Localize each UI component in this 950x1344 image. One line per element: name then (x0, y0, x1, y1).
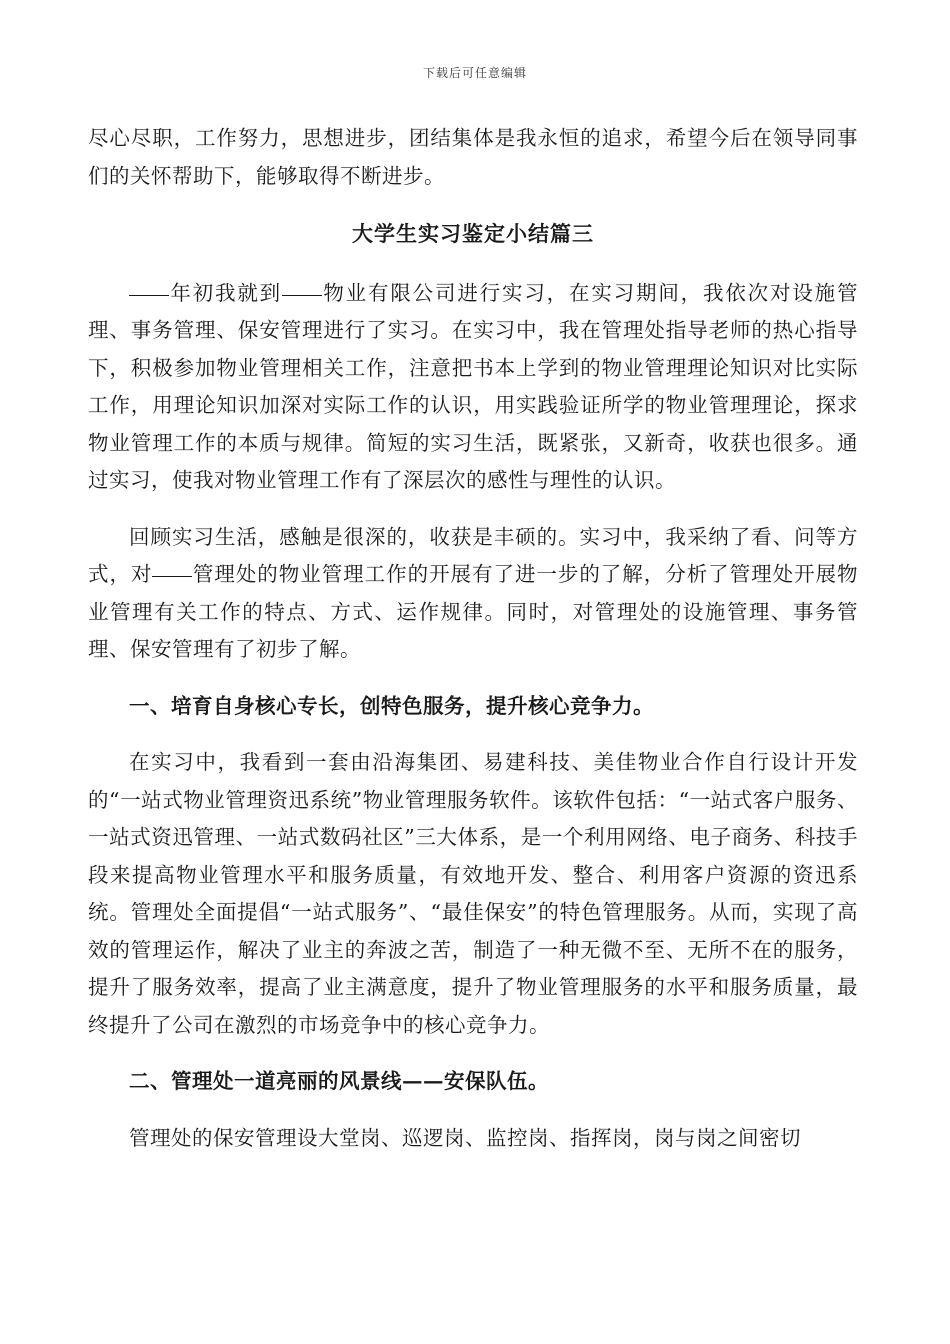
header-note: 下载后可任意编辑 (422, 66, 527, 80)
paragraph-2-part-2: 管理处的物业管理工作的开展有了进一步的了解，分析了管理处开展物业管理有关工作的特点、方式、运作规律。同时，对管理处的设施管理、事务管理、保安管理有了初步了解。 (88, 562, 859, 661)
heading-1: 一、培育自身核心专长，创特色服务，提升核心竞争力。 (129, 693, 654, 718)
paragraph-1 (88, 275, 858, 500)
paragraph-2-part-1: 回顾实习生活，感触是很深的，收获是丰硕的。实习中，我采纳了看、问等方式，对 (88, 524, 858, 586)
document-body (88, 120, 858, 1157)
heading-2: 二、管理处一道亮丽的风景线——安保队伍。 (129, 1069, 549, 1093)
section-title: 大学生实习鉴定小结篇三 (352, 221, 594, 246)
paragraph-1-part-2: 物业有限公司进行实习，在实习期间，我依次对设施管理、事务管理、保安管理进行了实习。在实习中，我在管理处指导老师的热心指导下，积极参加物业管理相关工作，注意把书本上学到的物业管理理论知识对比实际工作，用理论知识加深对实际工作的认识，用实践验证所学的物业管理理论，探求物业管理工作的本质与规律。简短的实习生活，既紧张，又新奇，收获也很多。通过实习，使我对物业管理工作有了深层次的感性与理性的认识。 (88, 280, 858, 492)
blank-line (282, 294, 322, 296)
paragraph-4: 管理处的保安管理设大堂岗、巡逻岗、监控岗、指挥岗，岗与岗之间密切 (129, 1125, 801, 1150)
blank-line (129, 294, 169, 296)
paragraph-2 (88, 519, 858, 669)
intro-paragraph: 尽心尽职，工作努力，思想进步，团结集体是我永恒的追求，希望今后在领导同事们的关怀帮助下，能够取得不断进步。 (88, 126, 858, 188)
paragraph-3: 在实习中，我看到一套由沿海集团、易建科技、美佳物业合作自行设计开发的“一站式物业管理资迅系统”物业管理服务软件。该软件包括：“一站式客户服务、一站式资迅管理、一站式数码社区”三大体系，是一个利用网络、电子商务、科技手段来提高物业管理水平和服务质量，有效地开发、整合、利用客户资源的资迅系统。管理处全面提倡“一站式服务”、“最佳保安”的特色管理服务。从而，实现了高效的管理运作，解决了业主的奔波之苦，制造了一种无微不至、无所不在的服务，提升了服务效率，提高了业主满意度，提升了物业管理服务的水平和服务质量，最终提升了公司在激烈的市场竞争中的核心竞争力。 (88, 750, 858, 1037)
paragraph-1-part-1: 年初我就到 (169, 280, 282, 305)
blank-line (152, 575, 192, 577)
